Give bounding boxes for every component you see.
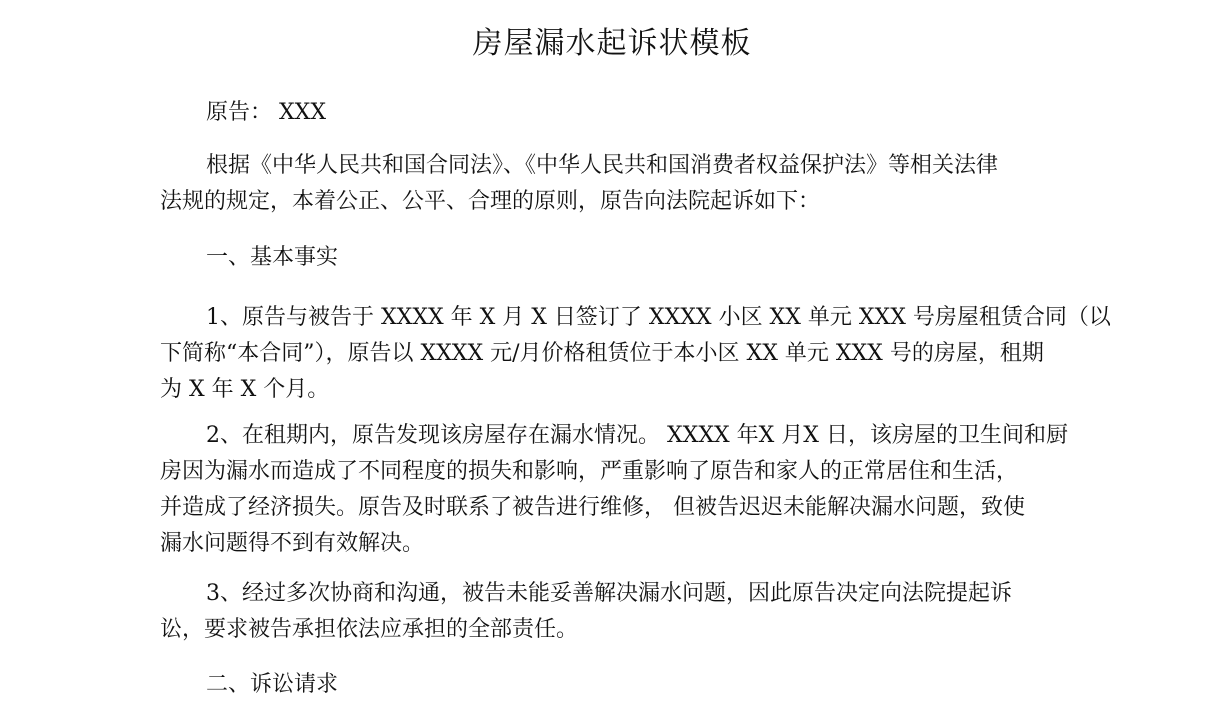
section2-heading-text: 二、诉讼请求 xyxy=(206,672,339,697)
section-heading-claims xyxy=(160,667,1066,703)
section1-heading-text: 一、基本事实 xyxy=(206,245,339,270)
fact2-line-3: 并造成了经济损失。原告及时联系了被告进行维修， 但被告迟迟未能解决漏水问题，致使 xyxy=(160,495,1025,520)
fact1-line-1: 1、原告与被告于 XXXX 年 X 月 X 日签订了 XXXX 小区 XX 单元 XXX 号房屋租赁合同（以 xyxy=(206,305,1111,330)
fact3-line-2: 讼，要求被告承担依法应承担的全部责任。 xyxy=(160,617,579,642)
section-heading-facts xyxy=(160,240,1066,276)
fact2-line-2: 房因为漏水而造成了不同程度的损失和影响，严重影响了原告和家人的正常居住和生活， xyxy=(160,459,1019,484)
fact1-line-2: 下简称“本合同”），原告以 XXXX 元/月价格租赁位于本小区 XX 单元 XXX 号的房屋，租期 xyxy=(160,341,1044,366)
intro-paragraph xyxy=(160,148,1066,220)
intro-line-1: 根据《中华人民共和国合同法》、《中华人民共和国消费者权益保护法》等相关法律 xyxy=(206,153,999,178)
fact-paragraph-2 xyxy=(160,418,1066,562)
fact-paragraph-3 xyxy=(160,576,1066,648)
document-title: 房屋漏水起诉状模板 xyxy=(472,26,752,61)
fact-paragraph-1 xyxy=(160,300,1111,408)
plaintiff-text: 原告： XXX xyxy=(206,100,326,125)
plaintiff-line xyxy=(160,95,1066,131)
fact2-line-1: 2、在租期内，原告发现该房屋存在漏水情况。 XXXX 年X 月X 日，该房屋的卫生间和厨 xyxy=(206,423,1068,448)
fact3-line-1: 3、经过多次协商和沟通，被告未能妥善解决漏水问题，因此原告决定向法院提起诉 xyxy=(206,581,1012,606)
fact2-line-4: 漏水问题得不到有效解决。 xyxy=(160,531,425,556)
fact1-line-3: 为 X 年 X 个月。 xyxy=(160,377,330,402)
intro-line-2: 法规的规定，本着公正、公平、合理的原则，原告向法院起诉如下： xyxy=(160,189,821,214)
